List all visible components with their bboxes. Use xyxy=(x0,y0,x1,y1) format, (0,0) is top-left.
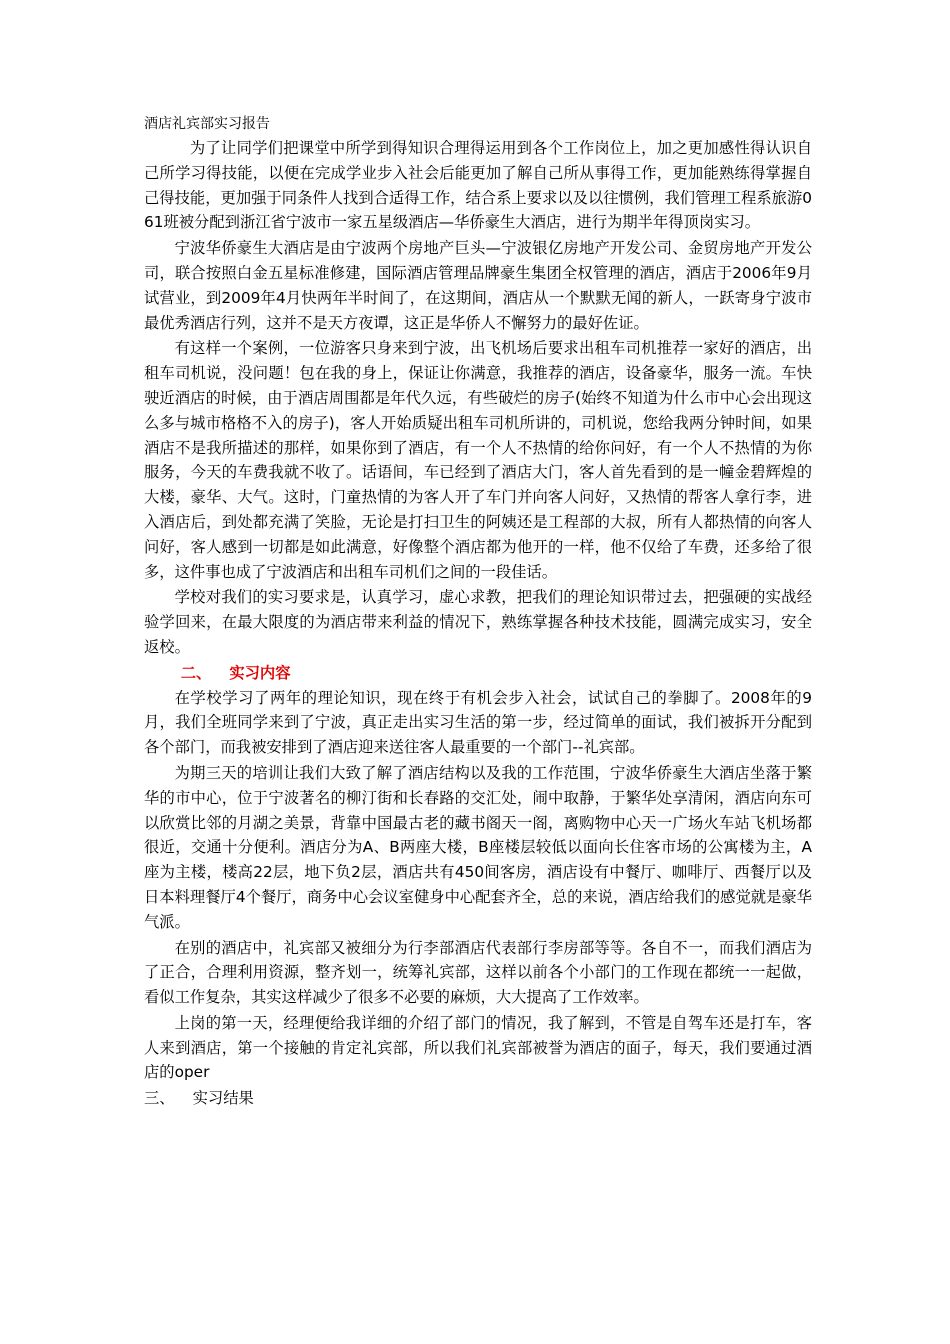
paragraph-intro-2: 宁波华侨豪生大酒店是由宁波两个房地产巨头—宁波银亿房地产开发公司、金贸房地产开发公司，联合按照白金五星标准修建，国际酒店管理品牌豪生集团全权管理的酒店，酒店于2006年9月试营业，到2009年4月快两年半时间了，在这期间，酒店从一个默默无闻的新人，一跃寄身宁波市最优秀酒店行列，这并不是天方夜谭，这正是华侨人不懈努力的最好佐证。 xyxy=(144,239,812,332)
document-title: 酒店礼宾部实习报告 xyxy=(144,116,270,132)
paragraph-intro-4: 学校对我们的实习要求是，认真学习，虚心求教，把我们的理论知识带过去，把强硬的实战经验学回来，在最大限度的为酒店带来利益的情况下，熟练掌握各种技术技能，圆满完成实习，安全返校。 xyxy=(144,588,812,656)
paragraph-section2-4: 上岗的第一天，经理便给我详细的介绍了部门的情况，我了解到，不管是自驾车还是打车，客人来到酒店，第一个接触的肯定礼宾部，所以我们礼宾部被誉为酒店的面子，每天，我们要通过酒店的oper xyxy=(144,1013,812,1082)
paragraph-section2-2: 为期三天的培训让我们大致了解了酒店结构以及我的工作范围，宁波华侨豪生大酒店坐落于繁华的市中心，位于宁波著名的柳汀街和长春路的交汇处，闹中取静，于繁华处享清闲，酒店向东可以欣赏比邻的月湖之美景，背靠中国最古老的藏书阁天一阁，离购物中心天一广场火车站飞机场都很近，交通十分便利。酒店分为A、B两座大楼，B座楼层较低以面向长住客市场的公寓楼为主，A座为主楼，楼高22层，地下负2层，酒店共有450间客房，酒店设有中餐厅、咖啡厅、西餐厅以及日本料理餐厅4个餐厅，商务中心会议室健身中心配套齐全，总的来说，酒店给我们的感觉就是豪华气派。 xyxy=(144,763,812,931)
section-2-title: 实习内容 xyxy=(229,663,291,682)
section-3-title: 实习结果 xyxy=(192,1089,254,1108)
section-heading-3 xyxy=(144,1086,812,1111)
document-page xyxy=(144,112,812,1111)
section-2-number: 二、 xyxy=(180,663,212,682)
paragraph-intro-1: 为了让同学们把课堂中所学到得知识合理得运用到各个工作岗位上，加之更加感性得认识自己所学习得技能，以便在完成学业步入社会后能更加了解自己所从事得工作，更加能熟练得掌握自己得技能，更加强于同条件人找到合适得工作，结合系上要求以及以往惯例，我们管理工程系旅游061班被分配到浙江省宁波市一家五星级酒店—华侨豪生大酒店，进行为期半年得顶岗实习。 xyxy=(144,139,812,232)
paragraph-section2-1: 在学校学习了两年的理论知识，现在终于有机会步入社会，试试自己的拳脚了。2008年的9月，我们全班同学来到了宁波，真正走出实习生活的第一步，经过简单的面试，我们被拆开分配到各个部门，而我被安排到了酒店迎来送往客人最重要的一个部门--礼宾部。 xyxy=(144,688,812,757)
paragraph-section2-3: 在别的酒店中，礼宾部又被细分为行李部酒店代表部行李房部等等。各自不一，而我们酒店为了正合，合理利用资源，整齐划一，统筹礼宾部，这样以前各个小部门的工作现在都统一一起做，看似工作复杂，其实这样减少了很多不必要的麻烦，大大提高了工作效率。 xyxy=(144,938,812,1007)
paragraph-intro-3: 有这样一个案例，一位游客只身来到宁波，出飞机场后要求出租车司机推荐一家好的酒店，出租车司机说，没问题！包在我的身上，保证让你满意，我推荐的酒店，设备豪华，服务一流。车快驶近酒店的时候，由于酒店周围都是年代久远，有些破烂的房子(始终不知道为什么市中心会出现这么多与城市格格不入的房子)，客人开始质疑出租车司机所讲的，司机说，您给我两分钟时间，如果酒店不是我所描述的那样，如果你到了酒店，有一个人不热情的给你问好，有一个人不热情的为你服务，今天的车费我就不收了。话语间，车已经到了酒店大门，客人首先看到的是一幢金碧辉煌的大楼，豪华、大气。这时，门童热情的为客人开了车门并向客人问好，又热情的帮客人拿行李，进入酒店后，到处都充满了笑脸，无论是打扫卫生的阿姨还是工程部的大叔，所有人都热情的向客人问好，客人感到一切都是如此满意，好像整个酒店都为他开的一样，他不仅给了车费，还多给了很多，这件事也成了宁波酒店和出租车司机们之间的一段佳话。 xyxy=(144,339,812,581)
section-heading-2 xyxy=(144,661,812,686)
section-3-number: 三、 xyxy=(144,1089,175,1108)
